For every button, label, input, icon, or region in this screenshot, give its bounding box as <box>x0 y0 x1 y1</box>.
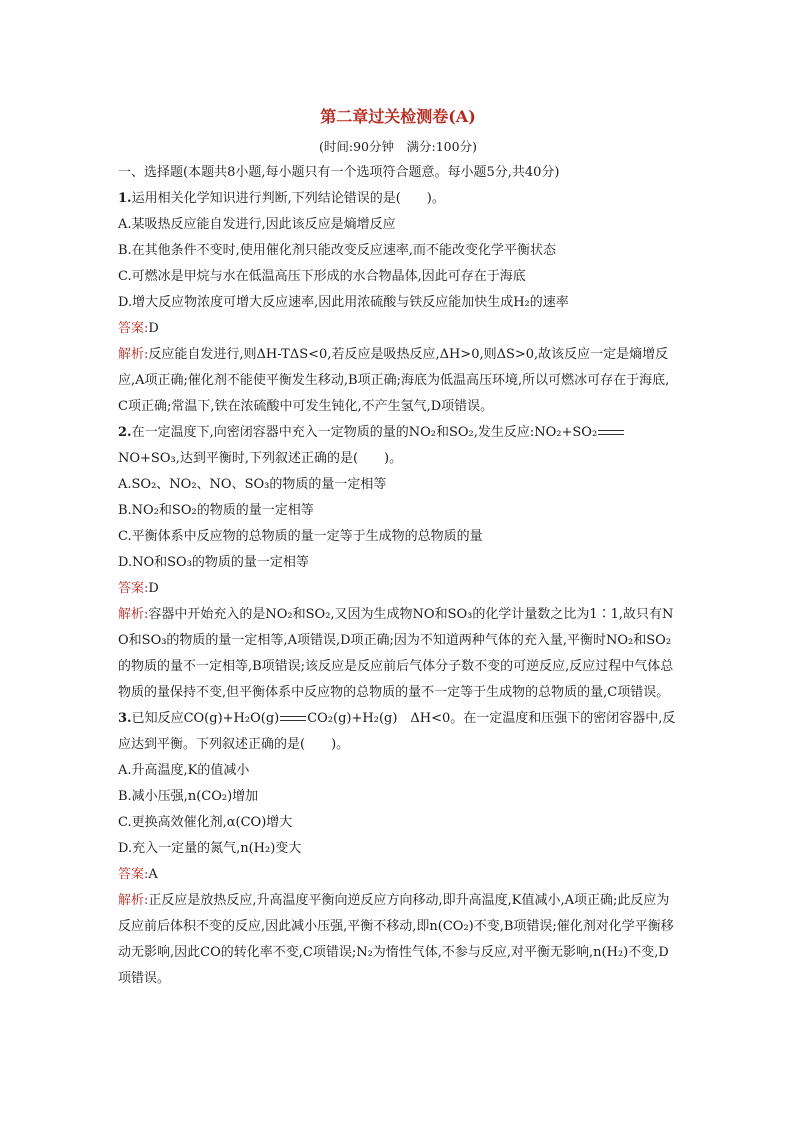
q3-answer <box>118 862 678 888</box>
answer-value: A <box>148 867 158 882</box>
document-body <box>118 104 678 992</box>
question-number: 1. <box>118 191 132 206</box>
q2-option-d: D.NO和SO₃的物质的量一定相等 <box>118 555 309 570</box>
question-2-stem-cont: NO+SO₃,达到平衡时,下列叙述正确的是( )。 <box>118 451 403 466</box>
question-text: 已知反应CO(g)+H₂O(g) <box>131 711 280 726</box>
solution-label: 解析: <box>118 347 149 362</box>
q1-answer <box>118 316 678 342</box>
exam-meta: (时间:90分钟 满分:100分) <box>319 139 477 154</box>
solution-label: 解析: <box>118 607 149 622</box>
q1-solution <box>118 342 678 420</box>
question-3-stem <box>118 706 678 758</box>
q3-option-b: B.减小压强,n(CO₂)增加 <box>118 789 259 804</box>
q2-answer <box>118 576 678 602</box>
question-1-stem <box>118 186 678 212</box>
q2-option-c: C.平衡体系中反应物的总物质的量一定等于生成物的总物质的量 <box>118 529 483 544</box>
q3-solution <box>118 888 678 992</box>
answer-value: D <box>148 581 159 596</box>
solution-label: 解析: <box>118 893 149 908</box>
q1-option-b: B.在其他条件不变时,使用催化剂只能改变反应速率,而不能改变化学平衡状态 <box>118 243 556 258</box>
page-title: 第二章过关检测卷(A) <box>320 107 476 126</box>
q3-option-a: A.升高温度,K的值减小 <box>118 763 250 778</box>
q1-option-d: D.增大反应物浓度可增大反应速率,因此用浓硫酸与铁反应能加快生成H₂的速率 <box>118 295 569 310</box>
solution-text: 容器中开始充入的是NO₂和SO₂,又因为生成物NO和SO₃的化学计量数之比为1∶1,故只有NO和SO₃的物质的量一定相等,A项错误,D项正确;因为不知道两种气体的充入量,平衡时NO₂和SO₂的物质的量不一定相等,B项错误;该反应是反应前后气体分子数不变的可逆反应,反应过程中气体总物质的量保持不变,但平衡体系中反应物的总物质的量不一定等于生成物的总物质的量,C项错误。 <box>118 607 674 700</box>
solution-text: 正反应是放热反应,升高温度平衡向逆反应方向移动,即升高温度,K值减小,A项正确;此反应为反应前后体积不变的反应,因此减小压强,平衡不移动,即n(CO₂)不变,B项错误;催化剂对化学平衡移动无影响,因此CO的转化率不变,C项错误;N₂为惰性气体,不参与反应,对平衡无影响,n(H₂)不变,D项错误。 <box>118 893 674 986</box>
q1-option-c: C.可燃冰是甲烷与水在低温高压下形成的水合物晶体,因此可存在于海底 <box>118 269 526 284</box>
q2-option-a: A.SO₂、NO₂、NO、SO₃的物质的量一定相等 <box>118 477 387 492</box>
answer-label: 答案: <box>118 581 149 596</box>
question-text-cont: CO₂(g)+H₂(g) ΔH<0。在一定温度和压强下的密闭容器中,反应达到平衡。下列叙述正确的是( )。 <box>118 711 676 752</box>
q2-solution <box>118 602 678 706</box>
section-heading: 一、选择题(本题共8小题,每小题只有一个选项符合题意。每小题5分,共40分) <box>118 165 560 180</box>
answer-label: 答案: <box>118 867 149 882</box>
question-text: 运用相关化学知识进行判断,下列结论错误的是( )。 <box>131 191 445 206</box>
q3-option-d: D.充入一定量的氮气,n(H₂)变大 <box>118 841 302 856</box>
q2-option-b: B.NO₂和SO₂的物质的量一定相等 <box>118 503 314 518</box>
question-text: 在一定温度下,向密闭容器中充入一定物质的量的NO₂和SO₂,发生反应:NO₂+SO₂ <box>131 425 598 440</box>
question-2-stem <box>118 420 678 446</box>
q1-option-a: A.某吸热反应能自发进行,因此该反应是熵增反应 <box>118 217 396 232</box>
solution-text: 反应能自发进行,则ΔH-TΔS<0,若反应是吸热反应,ΔH>0,则ΔS>0,故该反应一定是熵增反应,A项正确;催化剂不能使平衡发生移动,B项正确;海底为低温高压环境,所以可燃冰可存在于海底,C项正确;常温下,铁在浓硫酸中可发生钝化,不产生氢气,D项错误。 <box>118 347 670 414</box>
equilibrium-arrow-icon <box>280 715 306 722</box>
question-number: 2. <box>118 425 132 440</box>
equilibrium-arrow-icon <box>598 429 624 436</box>
answer-label: 答案: <box>118 321 149 336</box>
q3-option-c: C.更换高效催化剂,α(CO)增大 <box>118 815 293 830</box>
answer-value: D <box>148 321 159 336</box>
question-number: 3. <box>118 711 132 726</box>
